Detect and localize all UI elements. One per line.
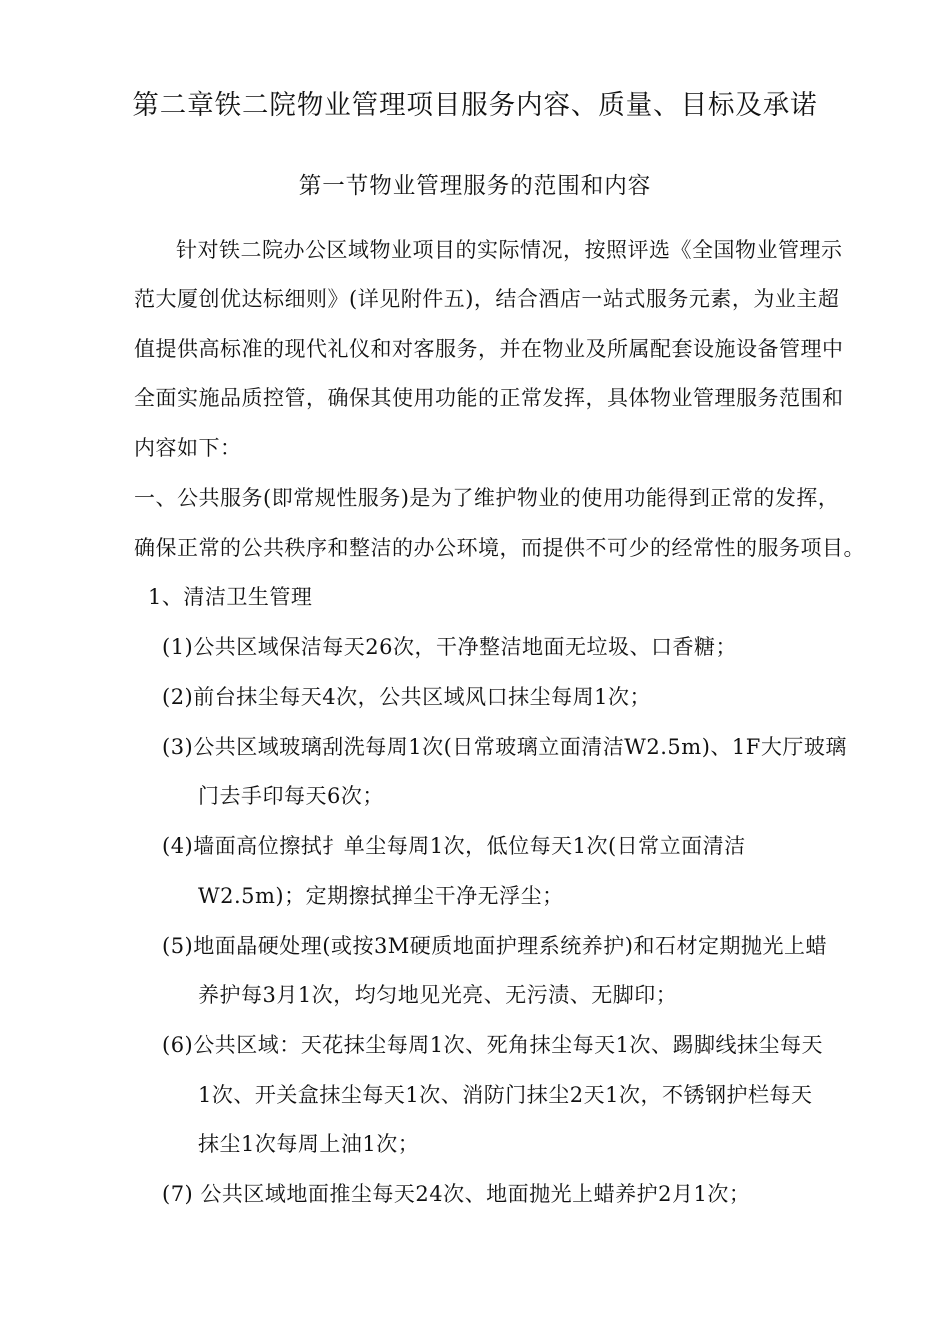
list-item-continuation: 抹尘1次每周上油1次；	[198, 1132, 420, 1156]
list-item: (3)公共区域玻璃刮洗每周1次(日常玻璃立面清洁W2.5m)、1F大厅玻璃	[162, 735, 847, 759]
intro-line: 范大厦创优达标细则》(详见附件五)，结合酒店一站式服务元素，为业主超	[134, 287, 840, 311]
section-title: 第一节物业管理服务的范围和内容	[298, 173, 652, 199]
intro-line: 内容如下：	[134, 436, 242, 460]
list-item: (7) 公共区域地面推尘每天24次、地面抛光上蜡养护2月1次；	[162, 1182, 751, 1206]
list-item: (2)前台抹尘每天4次，公共区域风口抹尘每周1次；	[162, 685, 651, 709]
chapter-title: 第二章铁二院物业管理项目服务内容、质量、目标及承诺	[132, 90, 818, 121]
intro-line: 值提供高标准的现代礼仪和对客服务，并在物业及所属配套设施设备管理中	[134, 337, 844, 361]
intro-line: 针对铁二院办公区域物业项目的实际情况，按照评选《全国物业管理示	[176, 238, 843, 262]
public-service-line: 一、公共服务(即常规性服务)是为了维护物业的使用功能得到正常的发挥，	[134, 486, 840, 510]
list-item: (5)地面晶硬处理(或按3M硬质地面护理系统养护)和石材定期抛光上蜡	[162, 934, 827, 958]
list-item: (6)公共区域：天花抹尘每周1次、死角抹尘每天1次、踢脚线抹尘每天	[162, 1033, 823, 1057]
list-item-continuation: 门去手印每天6次；	[198, 784, 384, 808]
list-item-continuation: W2.5m)；定期擦拭掸尘干净无浮尘；	[198, 884, 564, 908]
public-service-line: 确保正常的公共秩序和整洁的办公环境，而提供不可少的经常性的服务项目。	[134, 536, 865, 560]
intro-line: 全面实施品质控管，确保其使用功能的正常发挥，具体物业管理服务范围和	[134, 386, 844, 410]
list-item-continuation: 1次、开关盒抹尘每天1次、消防门抹尘2天1次，不锈钢护栏每天	[198, 1083, 813, 1107]
list-item-continuation: 养护每3月1次，均匀地见光亮、无污渍、无脚印；	[198, 983, 678, 1007]
list-item: (4)墙面高位擦拭扌单尘每周1次，低位每天1次(日常立面清洁	[162, 834, 746, 858]
subheading-cleaning: 1、清洁卫生管理	[148, 585, 313, 609]
list-item: (1)公共区域保洁每天26次，干净整洁地面无垃圾、口香糖；	[162, 635, 737, 659]
